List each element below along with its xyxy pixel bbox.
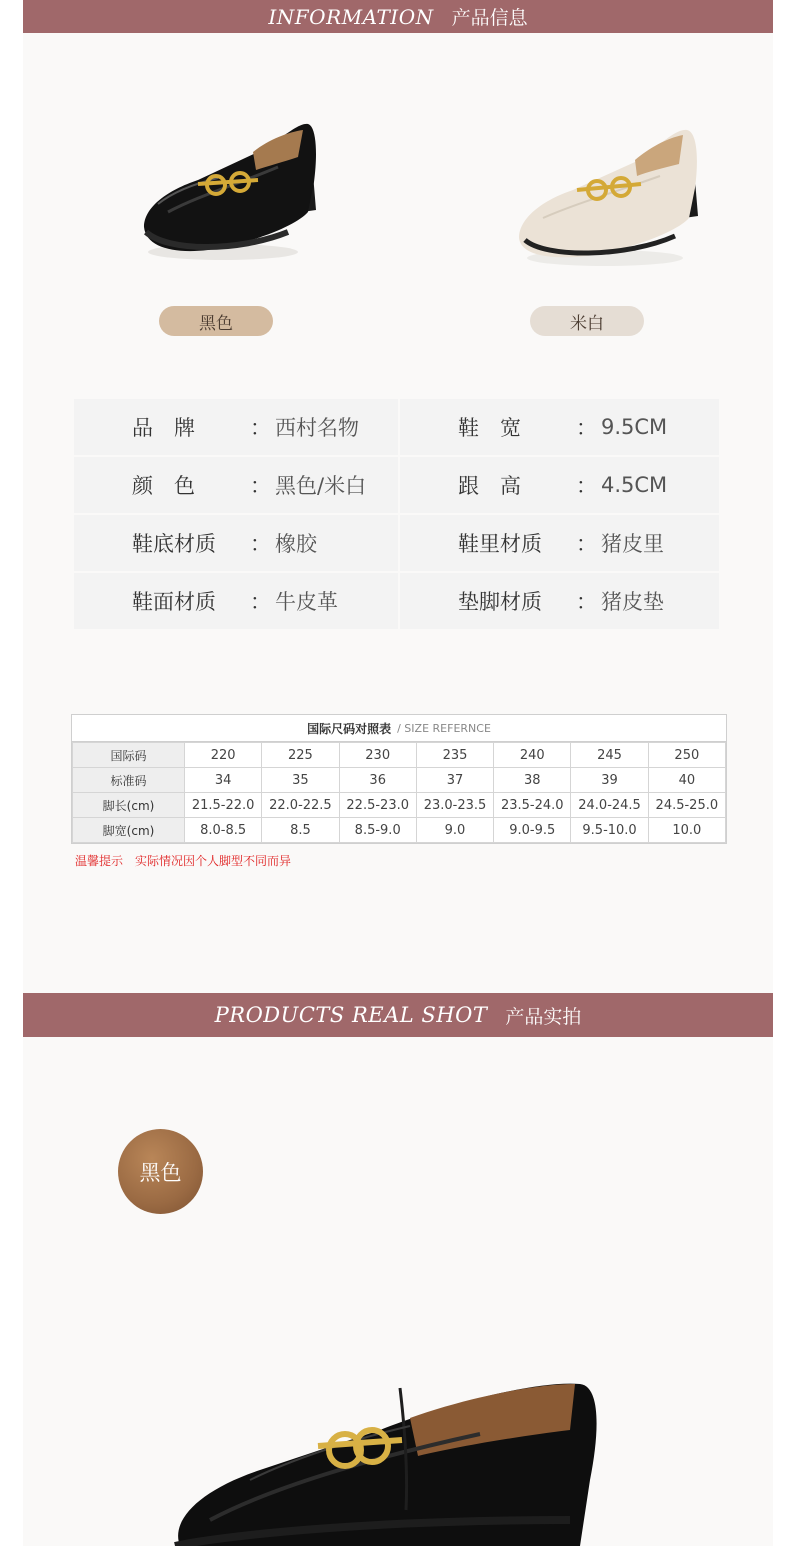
size-cell: 22.5-23.0 xyxy=(339,793,416,818)
size-cell: 10.0 xyxy=(648,818,725,843)
size-row xyxy=(73,768,726,793)
size-reference-table xyxy=(71,714,727,844)
size-cell: 8.5-9.0 xyxy=(339,818,416,843)
size-row-header: 脚宽(cm) xyxy=(73,818,185,843)
size-cell: 235 xyxy=(416,743,493,768)
banner-title-en: INFORMATION xyxy=(268,4,434,29)
banner-title-cn: 产品信息 xyxy=(451,7,528,29)
beige-loafer-image[interactable] xyxy=(515,120,705,270)
banner-title-cn: 产品实拍 xyxy=(505,1005,582,1028)
spec-cell: 鞋面材质 ： 牛皮革 xyxy=(74,573,398,629)
spec-label: 垫脚材质 xyxy=(458,590,542,614)
size-cell: 250 xyxy=(648,743,725,768)
size-row xyxy=(73,818,726,843)
color-badge-black: 黑色 xyxy=(118,1129,203,1214)
spec-cell: 垫脚材质 ： 猪皮垫 xyxy=(400,573,719,629)
spec-value: 牛皮革 xyxy=(275,590,338,614)
information-banner xyxy=(23,0,773,33)
spec-cell: 颜 色 ： 黑色/米白 xyxy=(74,457,398,513)
spec-value: 4.5CM xyxy=(601,473,668,497)
spec-value: 猪皮垫 xyxy=(601,590,664,614)
spec-cell: 跟 高 ： 4.5CM xyxy=(400,457,719,513)
spec-label: 颜 色 xyxy=(132,474,195,498)
spec-cell: 品 牌 ： 西村名物 xyxy=(74,399,398,455)
size-row xyxy=(73,743,726,768)
spec-value: 9.5CM xyxy=(601,415,668,439)
size-cell: 21.5-22.0 xyxy=(185,793,262,818)
spec-row xyxy=(74,399,719,457)
spec-label: 鞋底材质 xyxy=(132,532,216,556)
size-note-text: 实际情况因个人脚型不同而异 xyxy=(135,854,292,868)
spec-value: 西村名物 xyxy=(275,416,359,440)
size-cell: 8.5 xyxy=(262,818,339,843)
size-cell: 35 xyxy=(262,768,339,793)
size-cell: 9.0-9.5 xyxy=(494,818,571,843)
spec-value: 猪皮里 xyxy=(601,532,664,556)
black-loafer-image[interactable] xyxy=(138,112,318,267)
size-row xyxy=(73,793,726,818)
size-cell: 34 xyxy=(185,768,262,793)
real-shot-banner xyxy=(23,993,773,1037)
size-cell: 245 xyxy=(571,743,648,768)
spec-row xyxy=(74,515,719,573)
black-loafer-hero-image[interactable] xyxy=(150,1370,610,1546)
spec-label: 鞋面材质 xyxy=(132,590,216,614)
size-cell: 8.0-8.5 xyxy=(185,818,262,843)
spec-value: 橡胶 xyxy=(275,532,317,556)
size-note xyxy=(75,852,291,869)
size-row-header: 脚长(cm) xyxy=(73,793,185,818)
size-cell: 40 xyxy=(648,768,725,793)
size-cell: 220 xyxy=(185,743,262,768)
spec-label: 鞋里材质 xyxy=(458,532,542,556)
size-cell: 240 xyxy=(494,743,571,768)
spec-cell: 鞋 宽 ： 9.5CM xyxy=(400,399,719,455)
size-cell: 230 xyxy=(339,743,416,768)
color-option-beige[interactable]: 米白 xyxy=(530,306,644,336)
size-cell: 24.0-24.5 xyxy=(571,793,648,818)
size-cell: 22.0-22.5 xyxy=(262,793,339,818)
spec-label: 品 牌 xyxy=(132,416,195,440)
spec-cell: 鞋里材质 ： 猪皮里 xyxy=(400,515,719,571)
spec-value: 黑色/米白 xyxy=(275,474,367,498)
spec-row xyxy=(74,457,719,515)
spec-label: 鞋 宽 xyxy=(458,416,521,440)
size-cell: 9.0 xyxy=(416,818,493,843)
size-cell: 39 xyxy=(571,768,648,793)
spec-label: 跟 高 xyxy=(458,474,521,498)
size-cell: 225 xyxy=(262,743,339,768)
size-note-title: 温馨提示 xyxy=(75,854,124,868)
size-cell: 37 xyxy=(416,768,493,793)
spec-row xyxy=(74,573,719,631)
size-cell: 23.5-24.0 xyxy=(494,793,571,818)
size-cell: 9.5-10.0 xyxy=(571,818,648,843)
spec-table xyxy=(74,399,719,631)
size-cell: 24.5-25.0 xyxy=(648,793,725,818)
size-table-subtitle: / SIZE REFERNCE xyxy=(397,721,491,735)
size-row-header: 标准码 xyxy=(73,768,185,793)
banner-title-en: PRODUCTS REAL SHOT xyxy=(214,1003,488,1027)
spec-cell: 鞋底材质 ： 橡胶 xyxy=(74,515,398,571)
size-row-header: 国际码 xyxy=(73,743,185,768)
size-table-title: 国际尺码对照表 xyxy=(307,721,392,736)
color-option-black[interactable]: 黑色 xyxy=(159,306,273,336)
size-cell: 38 xyxy=(494,768,571,793)
size-cell: 36 xyxy=(339,768,416,793)
size-cell: 23.0-23.5 xyxy=(416,793,493,818)
size-grid xyxy=(72,742,726,843)
size-table-caption xyxy=(72,715,726,742)
